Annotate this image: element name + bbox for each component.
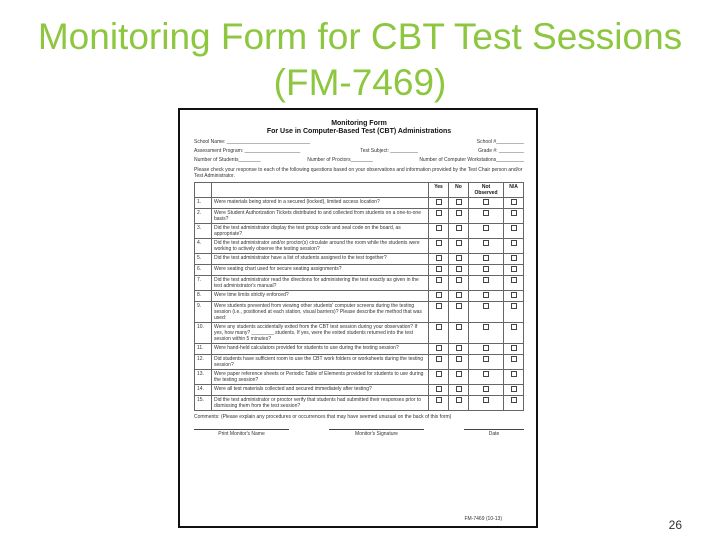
question-number: 8.: [195, 291, 212, 302]
form-instructions: Please check your response to each of the following questions based on your observations and information provided by the Test Chair person and/or Test Administrator.: [194, 167, 523, 179]
test-subject-field: Test Subject: __________: [360, 148, 419, 154]
question-row: [195, 385, 524, 396]
checkbox-cell-no: [449, 239, 469, 254]
header-na: N/A: [504, 183, 524, 198]
checkbox-cell-na: [504, 302, 524, 323]
checkbox-cell-no: [449, 198, 469, 209]
checkbox-no: [456, 240, 462, 246]
checkbox-cell-na: [504, 239, 524, 254]
slide-title-line-1: Monitoring Form for CBT Test Sessions: [37, 16, 683, 57]
checkbox-cell-yes: [429, 355, 449, 370]
checkbox-yes: [436, 386, 442, 392]
checkbox-cell-no: [449, 224, 469, 239]
checkbox-na: [511, 324, 517, 330]
form-content: [194, 120, 524, 437]
question-text: Were Student Authorization Tickets distributed to and collected from students on a one-to-one basis?: [212, 209, 429, 224]
question-number: 3.: [195, 224, 212, 239]
question-number: 9.: [195, 302, 212, 323]
date-line: Date: [464, 429, 524, 437]
checkbox-not-observed: [483, 356, 489, 362]
checkbox-cell-no: [449, 291, 469, 302]
checkbox-cell-not-observed: [469, 276, 504, 291]
checkbox-no: [456, 397, 462, 403]
assessment-field: Assessment Program: ____________________: [194, 148, 301, 154]
checkbox-cell-na: [504, 254, 524, 265]
checkbox-cell-na: [504, 344, 524, 355]
question-text: Were any students accidentally exited from the CBT test session during your observation? If yes, how many? ________ students. If yes, were the exited students returned into the test session within 5 minutes?: [212, 323, 429, 344]
checkbox-cell-na: [504, 209, 524, 224]
checkbox-yes: [436, 303, 442, 309]
checkbox-cell-not-observed: [469, 291, 504, 302]
question-text: Did the test administrator read the directions for administering the test exactly as given in the test administrator's manual?: [212, 276, 429, 291]
checkbox-no: [456, 199, 462, 205]
checkbox-not-observed: [483, 210, 489, 216]
question-row: [195, 344, 524, 355]
checkbox-yes: [436, 266, 442, 272]
form-header-row-1: [194, 139, 524, 145]
checkbox-na: [511, 210, 517, 216]
checkbox-cell-yes: [429, 224, 449, 239]
form-image: [178, 108, 538, 528]
school-name-field: School Name: ______________________________: [194, 139, 311, 145]
monitor-name-line: Print Monitor's Name: [194, 429, 289, 437]
checkbox-cell-na: [504, 370, 524, 385]
checkbox-na: [511, 386, 517, 392]
checkbox-yes: [436, 240, 442, 246]
checkbox-cell-not-observed: [469, 224, 504, 239]
checkbox-not-observed: [483, 371, 489, 377]
checkbox-cell-yes: [429, 396, 449, 411]
question-number: 1.: [195, 198, 212, 209]
checkbox-cell-yes: [429, 385, 449, 396]
checkbox-cell-na: [504, 396, 524, 411]
question-number: 2.: [195, 209, 212, 224]
checkbox-yes: [436, 255, 442, 261]
checkbox-no: [456, 371, 462, 377]
checkbox-cell-no: [449, 276, 469, 291]
checkbox-cell-na: [504, 198, 524, 209]
checkbox-cell-yes: [429, 291, 449, 302]
checkbox-cell-na: [504, 323, 524, 344]
checkbox-cell-not-observed: [469, 355, 504, 370]
checkbox-cell-not-observed: [469, 239, 504, 254]
checkbox-not-observed: [483, 292, 489, 298]
question-text: Were seating chart used for secure seating assignments?: [212, 265, 429, 276]
checkbox-cell-no: [449, 396, 469, 411]
question-row: [195, 370, 524, 385]
checkbox-yes: [436, 199, 442, 205]
question-text: Were students prevented from viewing other students' computer screens during the testing session (i.e., positioned at each station, visual barriers)? Please describe the method that was used:: [212, 302, 429, 323]
question-number: 14.: [195, 385, 212, 396]
checkbox-cell-not-observed: [469, 370, 504, 385]
checkbox-no: [456, 292, 462, 298]
checkbox-yes: [436, 356, 442, 362]
checkbox-not-observed: [483, 397, 489, 403]
slide-title-line-2: (FM-7469): [273, 62, 447, 103]
checkbox-cell-not-observed: [469, 385, 504, 396]
question-row: [195, 355, 524, 370]
checkbox-na: [511, 266, 517, 272]
checkbox-cell-yes: [429, 254, 449, 265]
checkbox-no: [456, 324, 462, 330]
monitor-signature-line: Monitor's Signature: [329, 429, 424, 437]
checkbox-not-observed: [483, 386, 489, 392]
checkbox-na: [511, 371, 517, 377]
checkbox-cell-no: [449, 344, 469, 355]
checkbox-na: [511, 292, 517, 298]
checkbox-cell-yes: [429, 265, 449, 276]
checkbox-cell-na: [504, 385, 524, 396]
checkbox-not-observed: [483, 345, 489, 351]
checkbox-yes: [436, 324, 442, 330]
checkbox-cell-not-observed: [469, 396, 504, 411]
checkbox-yes: [436, 225, 442, 231]
checkbox-cell-not-observed: [469, 323, 504, 344]
checkbox-cell-yes: [429, 370, 449, 385]
checkbox-cell-no: [449, 370, 469, 385]
checkbox-cell-yes: [429, 323, 449, 344]
checkbox-no: [456, 303, 462, 309]
header-question: [212, 183, 429, 198]
form-title-1: Monitoring Form: [331, 120, 387, 127]
checkbox-cell-na: [504, 276, 524, 291]
slide-title: [0, 14, 720, 106]
question-text: Did students have sufficient room to use the CBT work folders or worksheets during the testing session?: [212, 355, 429, 370]
checkbox-na: [511, 345, 517, 351]
checkbox-cell-na: [504, 224, 524, 239]
checkbox-cell-no: [449, 265, 469, 276]
checkbox-no: [456, 225, 462, 231]
checkbox-not-observed: [483, 199, 489, 205]
checkbox-cell-no: [449, 254, 469, 265]
question-text: Were paper reference sheets or Periodic Table of Elements provided for students to use during the testing session?: [212, 370, 429, 385]
question-row: [195, 276, 524, 291]
question-text: Did the test administrator and/or proctor(s) circulate around the room while the students were working to actively observe the testing session?: [212, 239, 429, 254]
checkbox-cell-no: [449, 355, 469, 370]
question-text: Were time limits strictly enforced?: [212, 291, 429, 302]
question-number: 13.: [195, 370, 212, 385]
checkbox-cell-not-observed: [469, 302, 504, 323]
checkbox-cell-not-observed: [469, 209, 504, 224]
checkbox-no: [456, 356, 462, 362]
checkbox-cell-not-observed: [469, 198, 504, 209]
header-not-observed: Not Observed: [469, 183, 504, 198]
checkbox-no: [456, 386, 462, 392]
question-row: [195, 396, 524, 411]
checkbox-cell-yes: [429, 209, 449, 224]
checkbox-not-observed: [483, 303, 489, 309]
checkbox-yes: [436, 292, 442, 298]
question-row: [195, 323, 524, 344]
proctors-field: Number of Proctors________: [307, 157, 373, 163]
question-number: 4.: [195, 239, 212, 254]
question-text: Did the test administrator have a list of students assigned to the test together?: [212, 254, 429, 265]
checkbox-no: [456, 210, 462, 216]
form-header-row-2: [194, 148, 524, 154]
question-row: [195, 254, 524, 265]
question-row: [195, 239, 524, 254]
checkbox-not-observed: [483, 277, 489, 283]
question-row: [195, 198, 524, 209]
checkbox-no: [456, 266, 462, 272]
question-text: Did the test administrator display the test group code and seal code on the board, as appropriate?: [212, 224, 429, 239]
question-number: 5.: [195, 254, 212, 265]
form-title-2: For Use in Computer-Based Test (CBT) Administrations: [266, 128, 452, 135]
checkbox-na: [511, 199, 517, 205]
header-yes: Yes: [429, 183, 449, 198]
question-row: [195, 224, 524, 239]
header-num: [195, 183, 212, 198]
checkbox-na: [511, 356, 517, 362]
checkbox-cell-not-observed: [469, 344, 504, 355]
checkbox-cell-not-observed: [469, 265, 504, 276]
question-number: 12.: [195, 355, 212, 370]
checkbox-cell-no: [449, 385, 469, 396]
checkbox-cell-na: [504, 291, 524, 302]
checkbox-na: [511, 255, 517, 261]
checkbox-na: [511, 277, 517, 283]
comments-line: Comments: (Please explain any procedures or occurrences that may have seemed unusual on the back of this form): [194, 414, 452, 420]
checkbox-cell-not-observed: [469, 254, 504, 265]
checkbox-yes: [436, 210, 442, 216]
checkbox-not-observed: [483, 324, 489, 330]
checkbox-cell-yes: [429, 302, 449, 323]
checkbox-not-observed: [483, 266, 489, 272]
grade-field: Grade #: _________: [478, 148, 524, 154]
checkbox-yes: [436, 397, 442, 403]
question-row: [195, 209, 524, 224]
checkbox-not-observed: [483, 225, 489, 231]
checkbox-na: [511, 240, 517, 246]
questions-table: [194, 182, 524, 411]
checkbox-yes: [436, 345, 442, 351]
checkbox-yes: [436, 371, 442, 377]
question-text: Were hand-held calculators provided for students to use during the testing session?: [212, 344, 429, 355]
question-text: Were materials being stored in a secured (locked), limited access location?: [212, 198, 429, 209]
checkbox-cell-yes: [429, 198, 449, 209]
checkbox-cell-yes: [429, 239, 449, 254]
checkbox-not-observed: [483, 240, 489, 246]
header-no: No: [449, 183, 469, 198]
checkbox-cell-no: [449, 209, 469, 224]
question-number: 7.: [195, 276, 212, 291]
question-number: 6.: [195, 265, 212, 276]
school-number-field: School #__________: [476, 139, 524, 145]
checkbox-no: [456, 255, 462, 261]
checkbox-yes: [436, 277, 442, 283]
signature-row: [194, 429, 524, 437]
question-number: 10.: [195, 323, 212, 344]
form-header-row-3: [194, 157, 524, 163]
question-number: 11.: [195, 344, 212, 355]
question-row: [195, 265, 524, 276]
page-number: 26: [668, 518, 682, 532]
checkbox-cell-yes: [429, 344, 449, 355]
questions-header-row: [195, 183, 524, 198]
question-text: Were all test materials collected and secured immediately after testing?: [212, 385, 429, 396]
workstations-field: Number of Computer Workstations__________: [419, 157, 524, 163]
question-row: [195, 302, 524, 323]
checkbox-na: [511, 303, 517, 309]
checkbox-no: [456, 277, 462, 283]
question-row: [195, 291, 524, 302]
question-number: 15.: [195, 396, 212, 411]
checkbox-na: [511, 225, 517, 231]
checkbox-cell-yes: [429, 276, 449, 291]
question-text: Did the test administrator or proctor verify that students had submitted their responses prior to dismissing them from the test session?: [212, 396, 429, 411]
checkbox-cell-na: [504, 265, 524, 276]
checkbox-cell-no: [449, 323, 469, 344]
checkbox-na: [511, 397, 517, 403]
checkbox-not-observed: [483, 255, 489, 261]
checkbox-cell-na: [504, 355, 524, 370]
students-field: Number of Students________: [194, 157, 261, 163]
checkbox-cell-no: [449, 302, 469, 323]
form-number: FM-7469 (10-13): [464, 516, 502, 522]
checkbox-no: [456, 345, 462, 351]
